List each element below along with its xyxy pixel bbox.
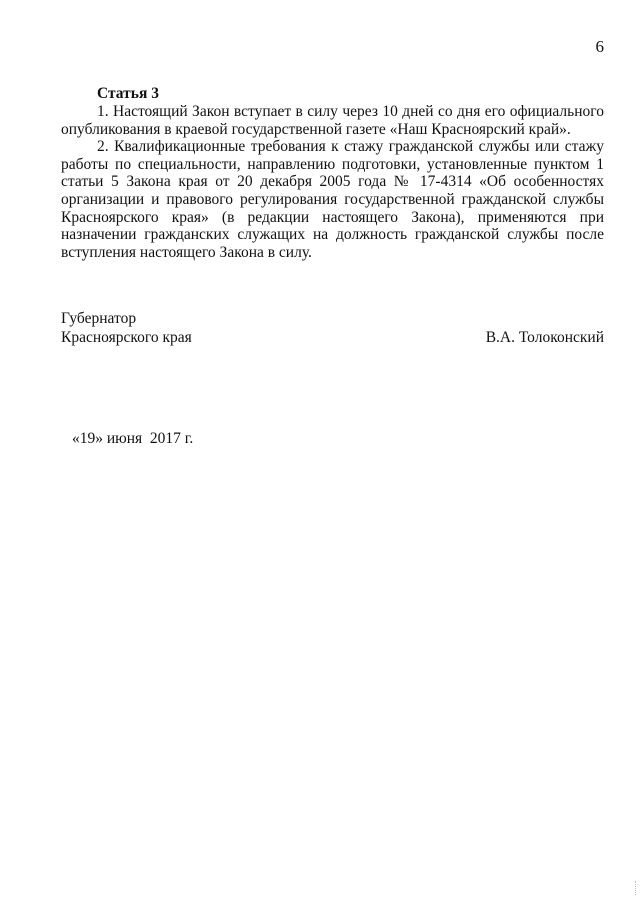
- article-paragraph-1: 1. Настоящий Закон вступает в силу через 10 дней со дня его официального опубликования в краевой государственной газете «Наш Красноярский край».: [61, 103, 604, 138]
- signing-date: «19» июня 2017 г.: [72, 430, 194, 447]
- article-paragraph-2: 2. Квалификационные требования к стажу гражданской службы или стажу работы по специальности, направлению подготовки, установленные пунктом 1 статьи 5 Закона края от 20 декабря 2005 года № 17-4314 «Об особенностях организации и правового регулирования государственной гражданской службы Красноярского края» (в редакции настоящего Закона), применяются при назначении гражданских служащих на должность гражданской службы после вступления настоящего Закона в силу.: [61, 138, 604, 261]
- signature-block: [61, 309, 604, 347]
- signer-title-line1: Губернатор: [61, 310, 137, 327]
- page-number: 6: [595, 37, 604, 56]
- signer-name: В.А. Толоконский: [485, 329, 604, 346]
- article-heading: Статья 3: [97, 85, 159, 102]
- signature-row: [61, 328, 604, 347]
- signer-title-line2: Красноярского края: [61, 329, 192, 346]
- scan-edge-mark: [635, 881, 639, 895]
- article-section: [61, 85, 604, 261]
